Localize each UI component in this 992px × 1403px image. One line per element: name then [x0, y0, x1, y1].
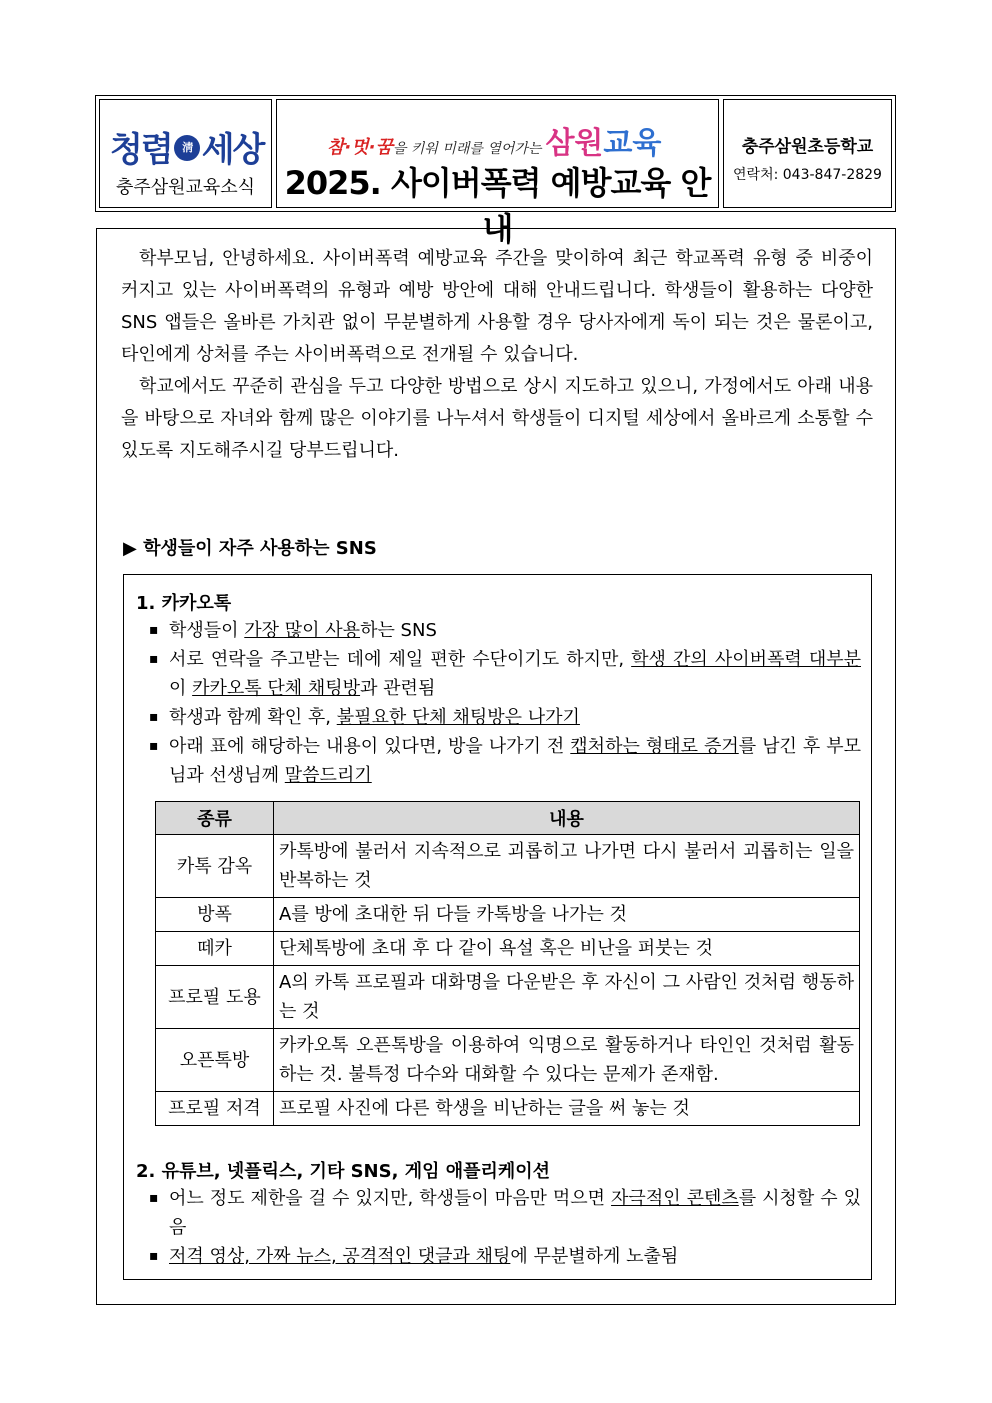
table-header: 내용: [274, 802, 860, 835]
list-item: ▪ 학생과 함께 확인 후, 불필요한 단체 채팅방은 나가기: [149, 703, 861, 732]
newsletter-header: [95, 95, 896, 248]
intro-text: [121, 243, 873, 467]
table-row: 오픈톡방 카카오톡 오픈톡방을 이용하여 익명으로 활동하거나 타인인 것처럼 활동하는 것. 불특정 다수와 대화할 수 있다는 문제가 존재함.: [156, 1029, 860, 1092]
kakaotalk-list: [149, 616, 861, 790]
page-title: 2025. 사이버폭력 예방교육 안내: [284, 164, 711, 248]
slogan: [327, 118, 661, 162]
list-item: ▪ 학생들이 가장 많이 사용하는 SNS: [149, 616, 861, 645]
contact-info: 연락처: 043-847-2829: [733, 167, 882, 183]
intro-paragraph-1: 학부모님, 안녕하세요. 사이버폭력 예방교육 주간을 맞이하여 최근 학교폭력 유형 중 비중이 커지고 있는 사이버폭력의 유형과 예방 방안에 대해 안내드립니다. 학생들이 활용하는 다양한 SNS 앱들은 올바른 가치관 없이 무분별하게 사용할 경우 당사자에게 독이 되는 것은 물론이고, 타인에게 상처를 주는 사이버폭력으로 전개될 수 있습니다.: [121, 248, 873, 365]
logo-badge: 淸: [174, 135, 200, 161]
list-item: ▪ 아래 표에 해당하는 내용이 있다면, 방을 나가기 전 캡처하는 형태로 증거를 남긴 후 부모님과 선생님께 말씀드리기: [149, 732, 861, 790]
table-row: 프로필 도용 A의 카톡 프로필과 대화명을 다운받은 후 자신이 그 사람인 것처럼 행동하는 것: [156, 966, 860, 1029]
logo-text: 청렴: [110, 130, 172, 170]
logo-caption: 충주삼원교육소식: [115, 177, 256, 198]
table-row: 방폭 A를 방에 초대한 뒤 다들 카톡방을 나가는 것: [156, 898, 860, 932]
slogan-brand-b: 교육: [603, 126, 662, 161]
youtube-title: 2. 유튜브, 넷플릭스, 기타 SNS, 게임 애플리케이션: [136, 1161, 551, 1182]
slogan-brand-a: 삼원: [545, 126, 604, 161]
list-item: ▪ 서로 연락을 주고받는 데에 제일 편한 수단이기도 하지만, 학생 간의 사이버폭력 대부분이 카카오톡 단체 채팅방과 관련됨: [149, 645, 861, 703]
logo: [110, 122, 263, 171]
slogan-brand: [545, 126, 661, 161]
slogan-middle: 을 키워 미래를 열어가는: [392, 141, 542, 157]
school-name: 충주삼원초등학교: [741, 137, 874, 157]
list-item: ▪ 어느 정도 제한을 걸 수 있지만, 학생들이 마음만 먹으면 자극적인 콘텐츠를 시청할 수 있음: [149, 1184, 861, 1242]
table-row: 떼카 단체톡방에 초대 후 다 같이 욕설 혹은 비난을 퍼붓는 것: [156, 932, 860, 966]
kakaotalk-title: 1. 카카오톡: [136, 593, 232, 614]
sns-box: [123, 574, 872, 1280]
table-header: 종류: [156, 802, 274, 835]
table-row: 프로필 저격 프로필 사진에 다른 학생을 비난하는 글을 써 놓는 것: [156, 1092, 860, 1126]
list-item: ▪ 저격 영상, 가짜 뉴스, 공격적인 댓글과 채팅에 무분별하게 노출됨: [149, 1242, 861, 1271]
logo-cell: [99, 99, 272, 208]
school-cell: [723, 99, 892, 208]
table-header-row: [156, 802, 860, 835]
table-row: 카톡 감옥 카톡방에 불러서 지속적으로 괴롭히고 나가면 다시 불러서 괴롭히는 일을 반복하는 것: [156, 835, 860, 898]
slogan-prefix: 참·멋·꿈: [327, 137, 393, 158]
intro-paragraph-2: 학교에서도 꾸준히 관심을 두고 다양한 방법으로 상시 지도하고 있으니, 가정에서도 아래 내용을 바탕으로 자녀와 함께 많은 이야기를 나누셔서 학생들이 디지털 세상에서 올바르게 소통할 수 있도록 지도해주시길 당부드립니다.: [121, 376, 873, 461]
title-cell: [276, 99, 719, 248]
main-content: [96, 228, 896, 1305]
logo-text-2: 세상: [201, 130, 264, 170]
section-title: ▶ 학생들이 자주 사용하는 SNS: [123, 538, 377, 559]
cyberbullying-types-table: [155, 801, 860, 1126]
youtube-list: [149, 1184, 861, 1271]
